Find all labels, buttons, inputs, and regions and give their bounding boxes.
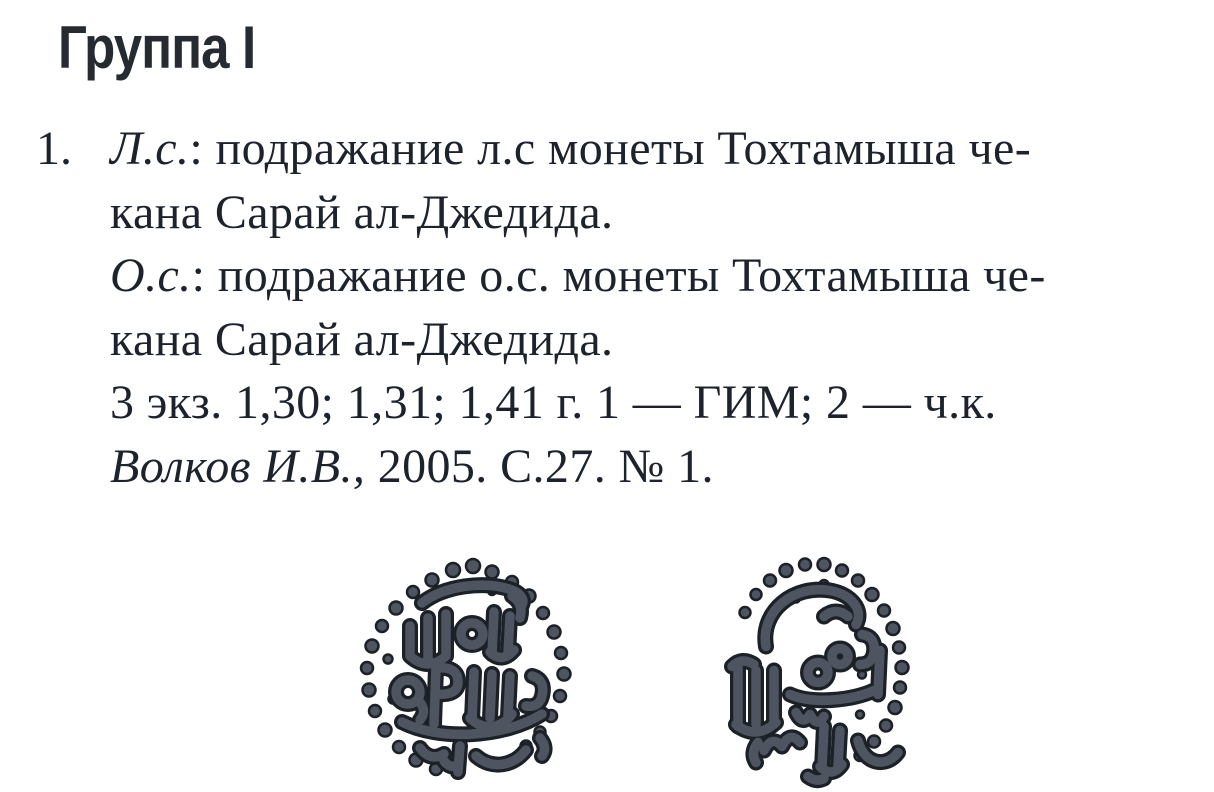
entry-number: 1. xyxy=(36,122,72,175)
reverse-label: О.с. xyxy=(110,249,192,302)
group-heading: Группа I xyxy=(58,14,256,81)
reference-citation: 2005. С.27. № 1. xyxy=(365,439,714,493)
catalog-entry xyxy=(110,117,1170,498)
obverse-text: : подражание л.с монеты Тохтамыша че- xyxy=(189,122,1032,175)
specimens-line: 3 экз. 1,30; 1,31; 1,41 г. 1 — ГИМ; 2 — ч.к. xyxy=(110,376,997,429)
reverse-line xyxy=(110,244,1170,308)
coin-obverse-image xyxy=(344,556,596,792)
obverse-continuation: кана Сарай ал-Джедида. xyxy=(110,185,614,239)
obverse-line xyxy=(110,117,1170,181)
reverse-continuation: кана Сарай ал-Джедида. xyxy=(110,312,614,366)
obverse-label: Л.с. xyxy=(110,122,190,175)
coin-reverse-image xyxy=(712,554,926,791)
reference-author: Волков И.В., xyxy=(110,439,366,493)
reverse-text: : подражание о.с. монеты Тохтамыша че- xyxy=(191,249,1046,302)
reference-line xyxy=(110,435,1170,499)
